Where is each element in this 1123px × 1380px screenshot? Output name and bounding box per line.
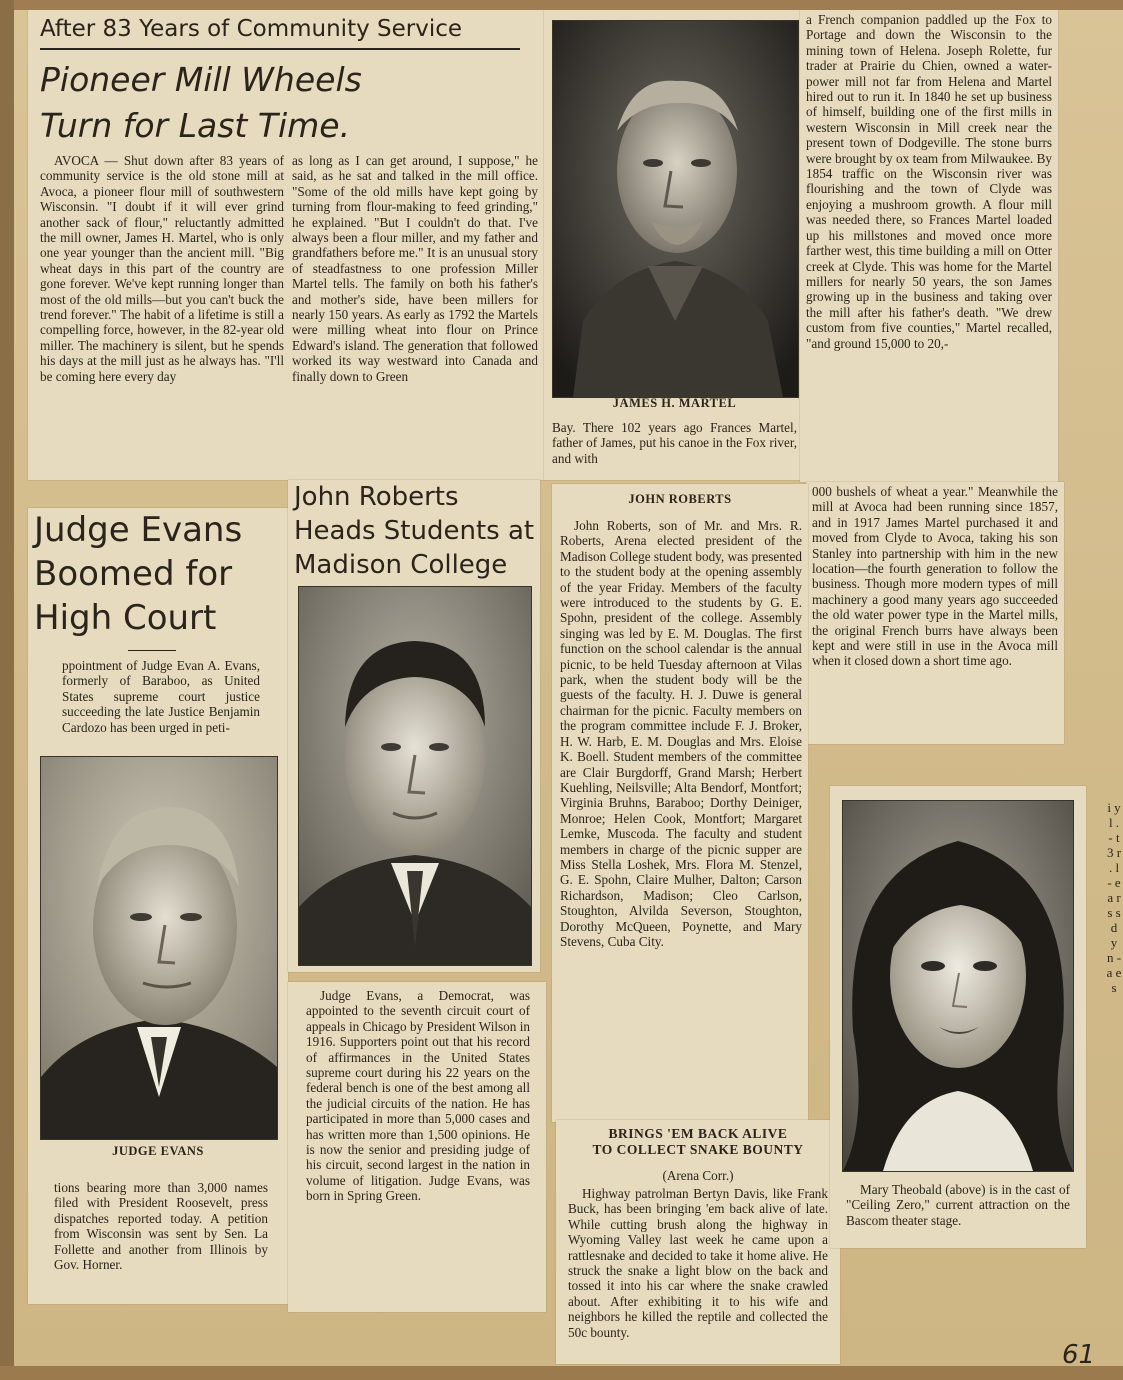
evans-continued bbox=[306, 988, 530, 1306]
edge-text-fragment: i y l . - t 3 r . l - e a r s s d y n - a e s bbox=[1106, 800, 1122, 995]
evans-intro bbox=[62, 658, 260, 750]
mill-final-clipping bbox=[806, 482, 1064, 744]
page-top-edge bbox=[0, 0, 1123, 10]
mill-column-3 bbox=[552, 420, 797, 480]
binding-spine bbox=[0, 0, 14, 1380]
mill-column-4 bbox=[806, 12, 1052, 478]
james-martel-photo bbox=[552, 20, 799, 398]
mill-continuation-clipping bbox=[800, 10, 1058, 482]
evans-headline-line-2: Boomed for bbox=[34, 554, 233, 594]
roberts-article-clipping bbox=[552, 484, 808, 1122]
evans-after-photo bbox=[54, 1180, 268, 1300]
roberts-body-text: John Roberts, son of Mr. and Mrs. R. Roberts, Arena elected president of the Madison College student body, was presented to the student body at the opening assembly of the year Friday. Members of the faculty were introduced to the students by G. E. Spohn, president of the college. Assembly singing was led by E. M. Douglas. The first function on the school calendar is the annual picnic, to be held Tuesday afternoon at Vilas park, when the student body will be the guests of the faculty. H. J. Duwe is general chairman for the picnic. Faculty members on the program committee include F. J. Broker, H. W. Harb, E. M. Douglas and Mrs. Eloise K. Boell. Student members of the committee are Clair Burgdorff, Grand Marsh; Herbert Kuehling, Neilsville; Alta Bendorf, Montfort; Virginia Bruhns, Baraboo; Dorthy Deiniger, Monroe; Helen Cook, Montfort; Margaret Lemke, Muscoda. The faculty and student members in charge of the picnic supper are Miss Stella Loshek, Mrs. Flora M. Stenzel, G. E. Spohn, Claire Mulher, Dalton; Carson Richardson, Madison; Cleo Carlson, Stoughton, Alvilda Severson, Stoughton, Dorothy McQueen, Poynette, and Mary Stevens, Cuba City. bbox=[560, 518, 802, 949]
evans-continued-clipping bbox=[288, 982, 546, 1312]
roberts-body bbox=[560, 518, 802, 1118]
roberts-photo-clipping bbox=[288, 480, 540, 972]
mill-column-4-text: a French companion paddled up the Fox to Portage and down the Wisconsin to the mining town of Helena. Joseph Rolette, fur trader at Prairie du Chien, owned a water-power mill not far from Helena and Martel hired out to run it. In 1840 he set up business of himself, building one of the first mills in western Wisconsin in Mill creek near the present town of Dodgeville. The stone burrs were brought by ox team from Milwaukee. By 1854 traffic on the Wisconsin river was flourishing and the town of Clyde was enjoying a mushroom growth. A flour mill was needed there, so Frances Martel loaded up his millstones and moved once more farther west, this time building a mill on Otter creek at Clyde. This was home for the Martel millers for nearly 50 years, the son James growing up in the business and taking over the mill after his father's death. "We drew custom from five counties," Martel recalled, "and ground 15,000 to 20,- bbox=[806, 12, 1052, 351]
mill-column-2 bbox=[292, 153, 538, 475]
evans-photo-caption: JUDGE EVANS bbox=[112, 1144, 204, 1158]
roberts-headline-line-2: Heads Students at bbox=[294, 516, 535, 546]
mill-kicker: After 83 Years of Community Service bbox=[40, 16, 463, 42]
roberts-headline-line-3: Madison College bbox=[294, 550, 508, 580]
mill-headline-line-2: Turn for Last Time. bbox=[40, 106, 351, 145]
evans-headline-line-3: High Court bbox=[34, 598, 217, 638]
evans-after-photo-text: tions bearing more than 3,000 names filed with President Roosevelt, press dispatches reported today. A petition from Wisconsin was sent by Sen. La Follette and another from Illinois by Gov. Horner. bbox=[54, 1180, 268, 1273]
snake-headline-line-2: TO COLLECT SNAKE BOUNTY bbox=[592, 1142, 804, 1157]
evans-article-clipping bbox=[28, 508, 288, 1304]
martel-photo-clipping bbox=[544, 10, 806, 480]
mill-column-5-text: 000 bushels of wheat a year." Meanwhile the mill at Avoca had been running since 1857, and in 1917 James Martel purchased it and moved from Clyde to Avoca, taking his son Stanley into partnership with him in the new location—the fourth generation to follow the business. Though more modern types of mill machinery a good many years ago succeeded the old water power type in the Martel mills, the original French burrs have always been kept and were still in use in the Avoca mill when it closed down a short time ago. bbox=[812, 484, 1058, 669]
evans-headline-line-1: Judge Evans bbox=[34, 510, 243, 550]
page-number: 61 bbox=[1062, 1340, 1096, 1370]
mill-column-3-text: Bay. There 102 years ago Frances Martel, father of James, put his canoe in the Fox river, and with bbox=[552, 420, 797, 466]
snake-dateline: (Arena Corr.) bbox=[662, 1168, 734, 1183]
roberts-article-heading: JOHN ROBERTS bbox=[628, 492, 732, 506]
evans-intro-text: ppointment of Judge Evan A. Evans, formerly of Baraboo, as United States supreme court justice succeeding the late Justice Benjamin Cardozo has been urged in peti- bbox=[62, 658, 260, 735]
mill-column-2-text: as long as I can get around, I suppose," he said, as he sat and talked in the mill office. "Some of the old mills have kept going by turning from flour-making to feed grinding," he explained. "But I couldn't do that. I've always been a flour miller, and my father and grandfathers before me." It is an unusual story of steadfastness to one profession Miller Martel tells. The family on both his father's and mother's side, have been millers for nearly 150 years. As early as 1792 the Martels were milling wheat into flour on Prince Edward's island. The generation that followed worked its way westward into Canada and finally down to Green bbox=[292, 153, 538, 384]
snake-body bbox=[568, 1186, 828, 1362]
evans-headline-rule bbox=[128, 650, 176, 651]
snake-headline-line-1: BRINGS 'EM BACK ALIVE bbox=[608, 1126, 788, 1141]
mill-article-clipping bbox=[28, 10, 546, 480]
john-roberts-photo bbox=[298, 586, 532, 966]
martel-photo-caption: JAMES H. MARTEL bbox=[612, 396, 737, 410]
theobald-clipping bbox=[830, 786, 1086, 1248]
page-bottom-edge bbox=[0, 1366, 1123, 1380]
mary-theobald-photo bbox=[842, 800, 1074, 1172]
roberts-headline-line-1: John Roberts bbox=[294, 482, 459, 512]
evans-continued-text: Judge Evans, a Democrat, was appointed to the seventh circuit court of appeals in Chicago by President Wilson in 1916. Supporters point out that his record of affirmances in the United States supreme court during his 22 years on the federal bench is one of the best among all the judicial circuits of the nation. He has participated in more than 5,000 cases and has written more than 1,500 opinions. He is now the senior and presiding judge of his circuit, second largest in the nation in volume of litigation. Judge Evans, was born in Spring Green. bbox=[306, 988, 530, 1204]
mill-column-1 bbox=[40, 153, 284, 475]
mill-headline-line-1: Pioneer Mill Wheels bbox=[40, 60, 362, 99]
snake-article-clipping bbox=[556, 1120, 840, 1364]
mill-column-5 bbox=[812, 484, 1058, 740]
theobald-caption bbox=[846, 1182, 1070, 1244]
snake-body-text: Highway patrolman Bertyn Davis, like Frank Buck, has been bringing 'em back alive of late. While cutting brush along the highway in Wyoming Valley last week he came upon a rattlesnake and decided to take it home alive. He struck the snake a light blow on the back and tossed it into his car where the snake crawled about. After exhibiting it to his wife and neighbors he killed the reptile and collected the 50c bounty. bbox=[568, 1186, 828, 1340]
kicker-rule bbox=[40, 48, 520, 50]
judge-evans-photo bbox=[40, 756, 278, 1140]
theobald-caption-text: Mary Theobald (above) is in the cast of "Ceiling Zero," current attraction on the Bascom theater stage. bbox=[846, 1182, 1070, 1228]
mill-column-1-text: AVOCA — Shut down after 83 years of community service is the old stone mill at Avoca, a pioneer flour mill of southwestern Wisconsin. "I doubt if it will ever grind another sack of flour," reluctantly admitted the mill owner, James H. Martel, who is only one year younger than the ancient mill. "Big wheat days in this part of the country are gone forever. We've kept running longer than most of the old mills—but you can't buck the trend forever." The habit of a lifetime is still a compelling force, however, in the 82-year old miller. The machinery is silent, but he spends his days at the mill just as he always has. "I'll be coming here every day bbox=[40, 153, 284, 384]
